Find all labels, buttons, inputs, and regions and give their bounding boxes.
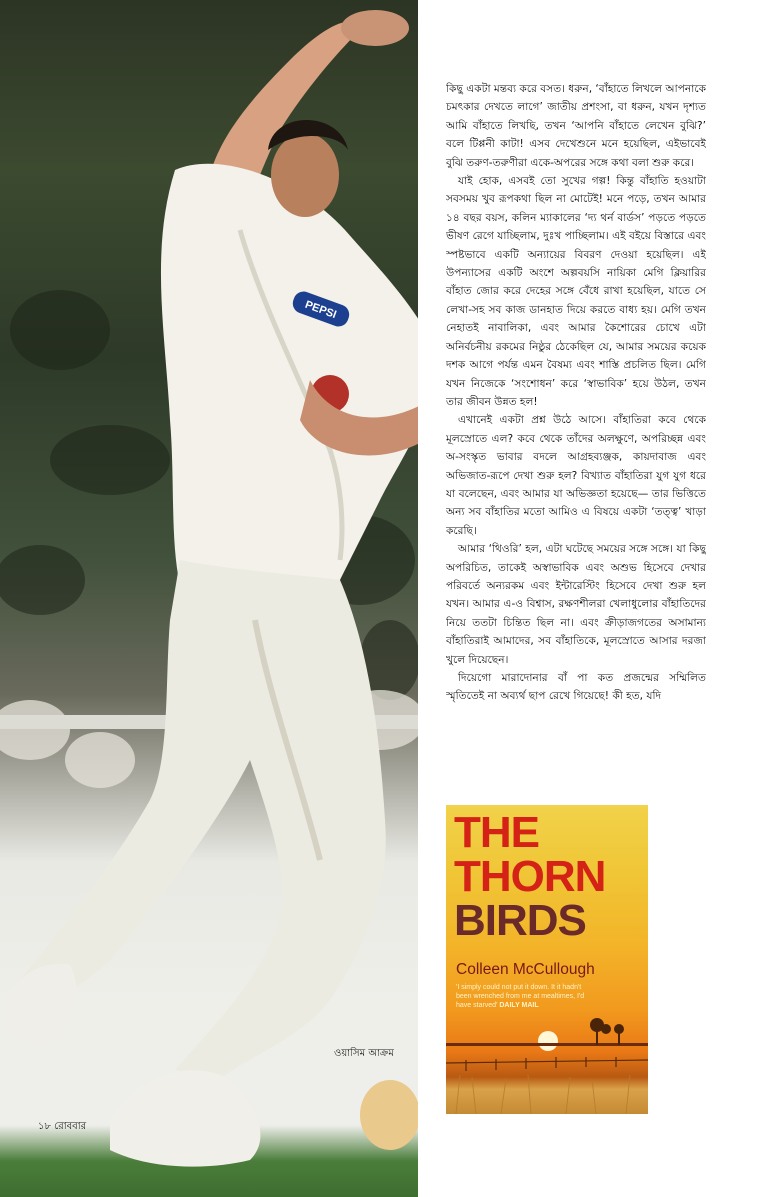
book-quote-source: DAILY MAIL [499, 1002, 539, 1009]
article-paragraph: এখানেই একটা প্রশ্ন উঠে আসে। বাঁহাতিরা কবে থেকে মূলস্রোতে এল? কবে থেকে তাঁদের অলক্ষুণে, অপরিচ্ছন্ন এবং অ-সংস্কৃত ভাবার বদলে আগ্রহব্যঞ্জক, কায়দাবাজ এবং অভিজাত-রূপে দেখা শুরু হল? বিখ্যাত বাঁহাতিরা যুগ যুগ ধরে যা বলেছেন, এবং আমার যা অভিজ্ঞতা হয়েছে— তার ভিত্তিতে অন্য সব বাঁহাতির মতো আমিও এ বিষয়ে একটা ‘তত্ত্ব’ খাড়া করেছি। [446, 414, 706, 537]
book-title-line: BIRDS [454, 896, 586, 945]
book-author: Colleen McCullough [456, 961, 595, 978]
article-paragraph: আমার ‘থিওরি’ হল, এটা ঘটেছে সময়ের সঙ্গে সঙ্গে। যা কিছু অপরিচিত, তাকেই অস্বাভাবিক এবং অশুভ হিসেবে দেখার পরিবর্তে অন্যরকম এবং ইন্টারেস্টিং হিসেবে দেখা শুরু হল যখন। আমার এ-ও বিশ্বাস, রক্ষণশীলরা খেলাধুলোর বাঁহাতিদের নিয়ে ততটা চিন্তিত ছিল না। এবং ক্রীড়াজগতের অসামান্য বাঁহাতিরাই আমাদের, সব বাঁহাতিকে, মূলস্রোতে আসার দরজা খুলে দিয়েছেন। [446, 543, 706, 666]
photo-caption: ওয়াসিম আক্রম [334, 1048, 394, 1059]
sunset-scene-illustration [446, 1005, 648, 1114]
shirt-logo-text: PEPSI [303, 298, 338, 322]
article-body [446, 80, 706, 780]
article-paragraph: কিছু একটা মন্তব্য করে বসত। ধরুন, ‘বাঁহাতে লিখলে আপনাকে চমৎকার দেখতে লাগে’ জাতীয় প্রশংসা, বা ধরুন, যখন দৃশ্যত আমি বাঁহাতে লিখছি, তখন ‘আপনি বাঁহাতে লেখেন বুঝি?’ বলে টিপ্পনী কাটা! এসব দেখেশুনে মনে হয়েছিল, এইভাবেই বুঝি তরুণ-তরুণীরা একে-অপরের সঙ্গে কথা বলা শুরু করে। [446, 83, 706, 169]
article-paragraph: যাই হোক, এসবই তো সুখের গল্প! কিন্তু বাঁহাতি হওয়াটা সবসময় খুব রূপকথা ছিল না মোটেই! মনে পড়ে, তখন আমার ১৪ বছর বয়স, কলিন ম্যাকালের ‘দ্য থর্ন বার্ডস’ পড়তে পড়তে ভীষণ রেগে যাচ্ছিলাম, দুঃখ পাচ্ছিলাম। এই বইয়ে বিস্তারে এবং স্পষ্টভাবে একটি অন্যায়ের বিবরণ দেওয়া হয়েছিল। এই উপন্যাসের একটি অংশে অল্পবয়সি নায়িকা মেগি ক্লিয়ারির বাঁহাত জোর করে দেহের সঙ্গে বেঁধে রাখা হয়েছিল, যাতে সে লেখা-সহ সব কাজ ডানহাত দিয়ে করতে বাধ্য হয়। মেগি তখন নেহাতই নাবালিকা, এবং আমার কৈশোরের চোখে এটা অনির্বচনীয় রকমের নিষ্ঠুর ঠেকেছিল যে, আমার সময়ের কয়েক দশক আগে পর্যন্ত এমন বৈষম্য এবং শাস্তি প্রচলিত ছিল। মেগি যখন নিজেকে ‘সংশোধন’ করে ‘স্বাভাবিক’ হয়ে উঠল, তখন তার জীবন উন্নত হল! [446, 175, 706, 408]
book-quote-text: 'I simply could not put it down. It it hadn't been wrenched from me at mealtimes, I'd have starved' [456, 984, 585, 1009]
book-title [454, 808, 644, 945]
book-title-line: THE [454, 808, 539, 857]
article-paragraph: দিয়েগো মারাদোনার বাঁ পা কত প্রজন্মের সম্মিলিত স্মৃতিতেই না অব্যর্থ ছাপ রেখে গিয়েছে! কী হত, যদি [446, 672, 706, 703]
page-folio: ১৮ রোববার [38, 1121, 87, 1132]
book-title-line: THORN [454, 852, 606, 901]
book-cover [446, 805, 648, 1114]
